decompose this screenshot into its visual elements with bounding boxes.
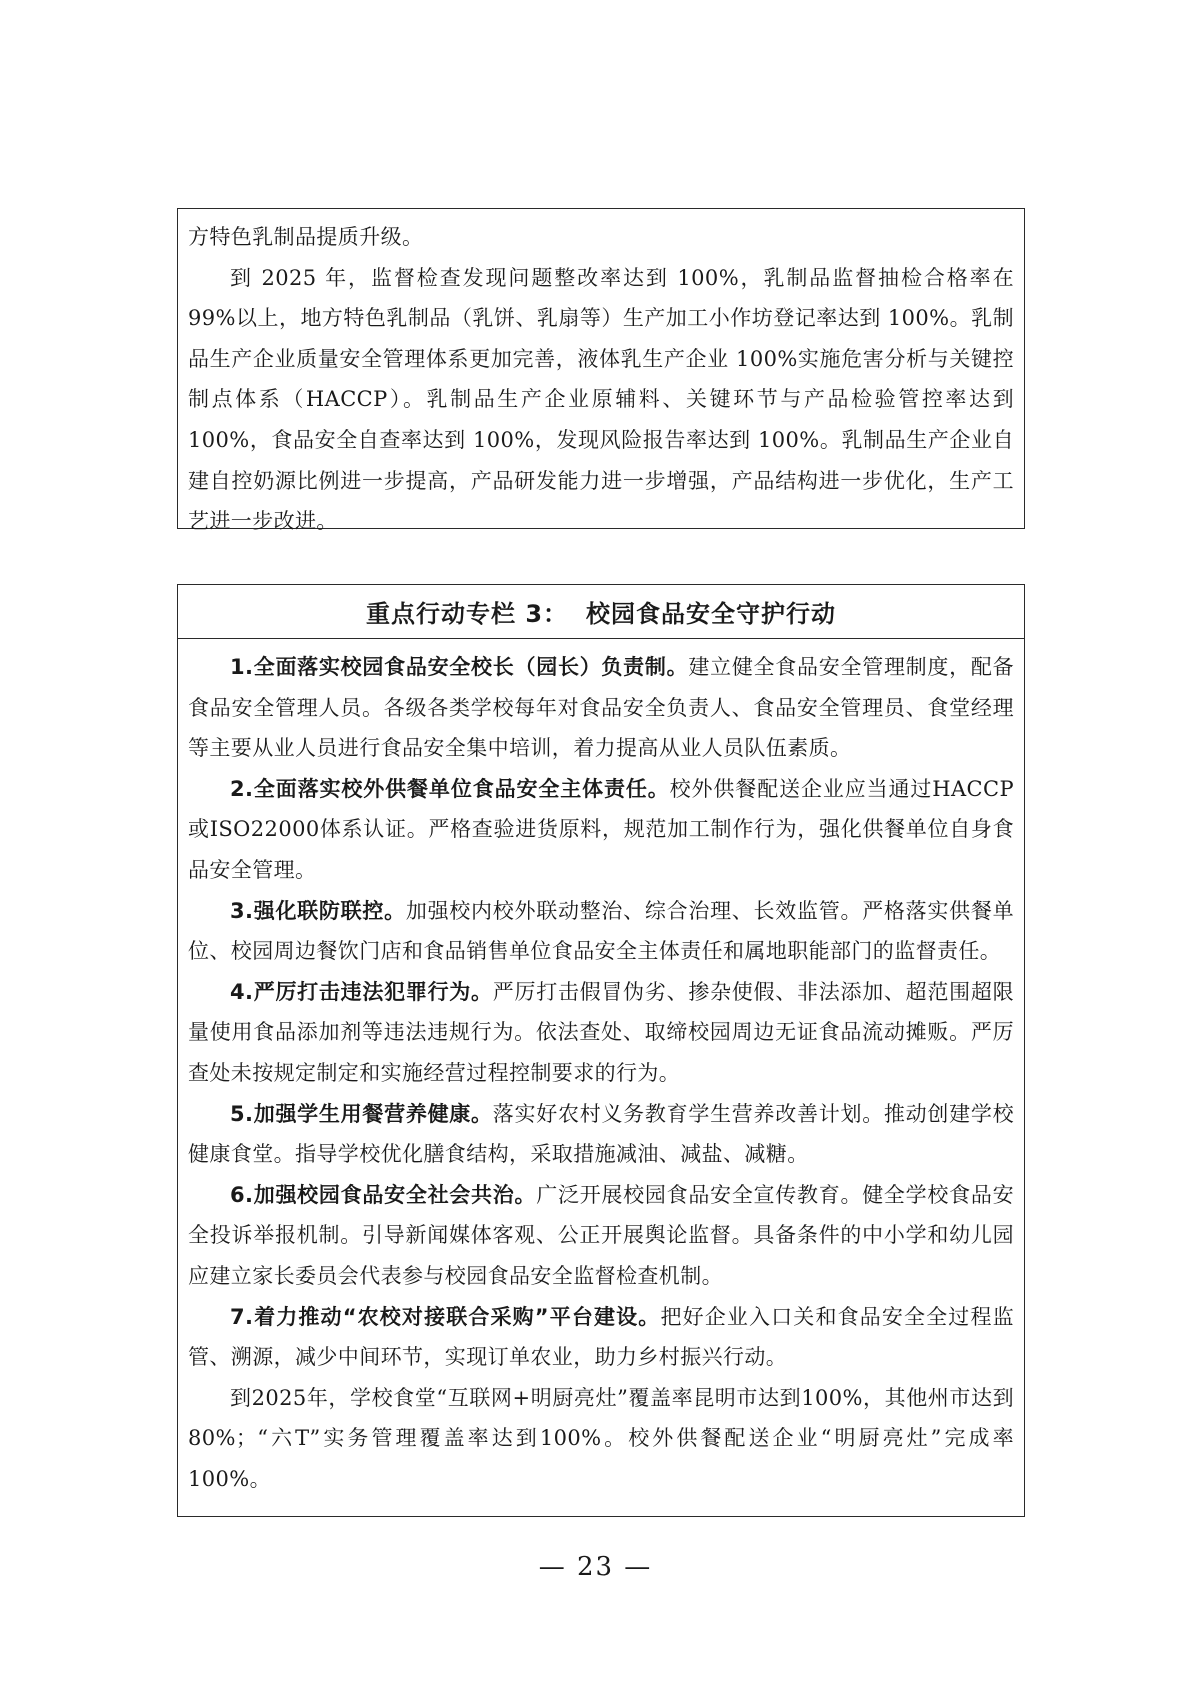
action-item <box>188 769 1014 891</box>
action-item <box>188 647 1014 769</box>
action-item <box>188 972 1014 1094</box>
action-item <box>188 1175 1014 1297</box>
column-title-main: 校园食品安全守护行动 <box>586 600 837 628</box>
action-item-text: 把好企业入口关和食品安全全过程监管、溯源，减少中间环节，实现订单农业，助力乡村振兴行动。 <box>188 1304 1014 1370</box>
action-item-text: 广泛开展校园食品安全宣传教育。健全学校食品安全投诉举报机制。引导新闻媒体客观、公正开展舆论监督。具备条件的中小学和幼儿园应建立家长委员会代表参与校园食品安全监督检查机制。 <box>188 1182 1014 1288</box>
action-item-text: 严厉打击假冒伪劣、掺杂使假、非法添加、超范围超限量使用食品添加剂等违法违规行为。依法查处、取缔校园周边无证食品流动摊贩。严厉查处未按规定制定和实施经营过程控制要求的行为。 <box>188 979 1014 1085</box>
action-item-text: 加强校内校外联动整治、综合治理、长效监管。严格落实供餐单位、校园周边餐饮门店和食品销售单位食品安全主体责任和属地职能部门的监督责任。 <box>188 898 1014 964</box>
action-item-text: 落实好农村义务教育学生营养改善计划。推动创建学校健康食堂。指导学校优化膳食结构，采取措施减油、减盐、减糖。 <box>188 1101 1014 1167</box>
column-body <box>178 639 1024 1499</box>
action-item-lead: 7.着力推动“农校对接联合采购”平台建设。 <box>230 1304 661 1329</box>
column-title <box>178 585 1024 639</box>
action-item-text: 校外供餐配送企业应当通过HACCP或ISO22000体系认证。严格查验进货原料，规范加工制作行为，强化供餐单位自身食品安全管理。 <box>188 776 1014 882</box>
action-item-lead: 1.全面落实校园食品安全校长（园长）负责制。 <box>230 655 689 679</box>
action-item-lead: 2.全面落实校外供餐单位食品安全主体责任。 <box>230 776 670 801</box>
action-item-lead: 3.强化联防联控。 <box>230 898 406 923</box>
action-item <box>188 891 1014 972</box>
page-number: — 23 — <box>538 1552 653 1582</box>
action-item <box>188 1094 1014 1175</box>
paragraph: 到 2025 年，监督检查发现问题整改率达到 100%，乳制品监督抽检合格率在 99%以上，地方特色乳制品（乳饼、乳扇等）生产加工小作坊登记率达到 100%。乳制品生产企业质量安全管理体系更加完善，液体乳生产企业 100%实施危害分析与关键控制点体系（HACCP）。乳制品生产企业原辅料、关键环节与产品检验管控率达到 100%，食品安全自查率达到 100%，发现风险报告率达到 100%。乳制品生产企业自建自控奶源比例进一步提高，产品研发能力进一步增强，产品结构进一步优化，生产工艺进一步改进。 <box>188 265 1014 534</box>
action-item-lead: 5.加强学生用餐营养健康。 <box>230 1101 493 1126</box>
column-title-prefix: 重点行动专栏 3： <box>365 600 569 628</box>
paragraph: 方特色乳制品提质升级。 <box>188 225 424 249</box>
action-item-lead: 4.严厉打击违法犯罪行为。 <box>230 979 493 1004</box>
continued-text-box <box>177 208 1025 534</box>
action-item-text: 建立健全食品安全管理制度，配备食品安全管理人员。各级各类学校每年对食品安全负责人、食品安全管理员、食堂经理等主要从业人员进行食品安全集中培训，着力提高从业人员队伍素质。 <box>188 655 1015 761</box>
action-column-box <box>177 584 1025 1517</box>
action-item <box>188 1297 1014 1378</box>
closing-paragraph: 到2025年，学校食堂“互联网+明厨亮灶”覆盖率昆明市达到100%，其他州市达到80%；“六T”实务管理覆盖率达到100%。校外供餐配送企业“明厨亮灶”完成率100%。 <box>188 1385 1014 1491</box>
action-item-lead: 6.加强校园食品安全社会共治。 <box>230 1182 537 1207</box>
